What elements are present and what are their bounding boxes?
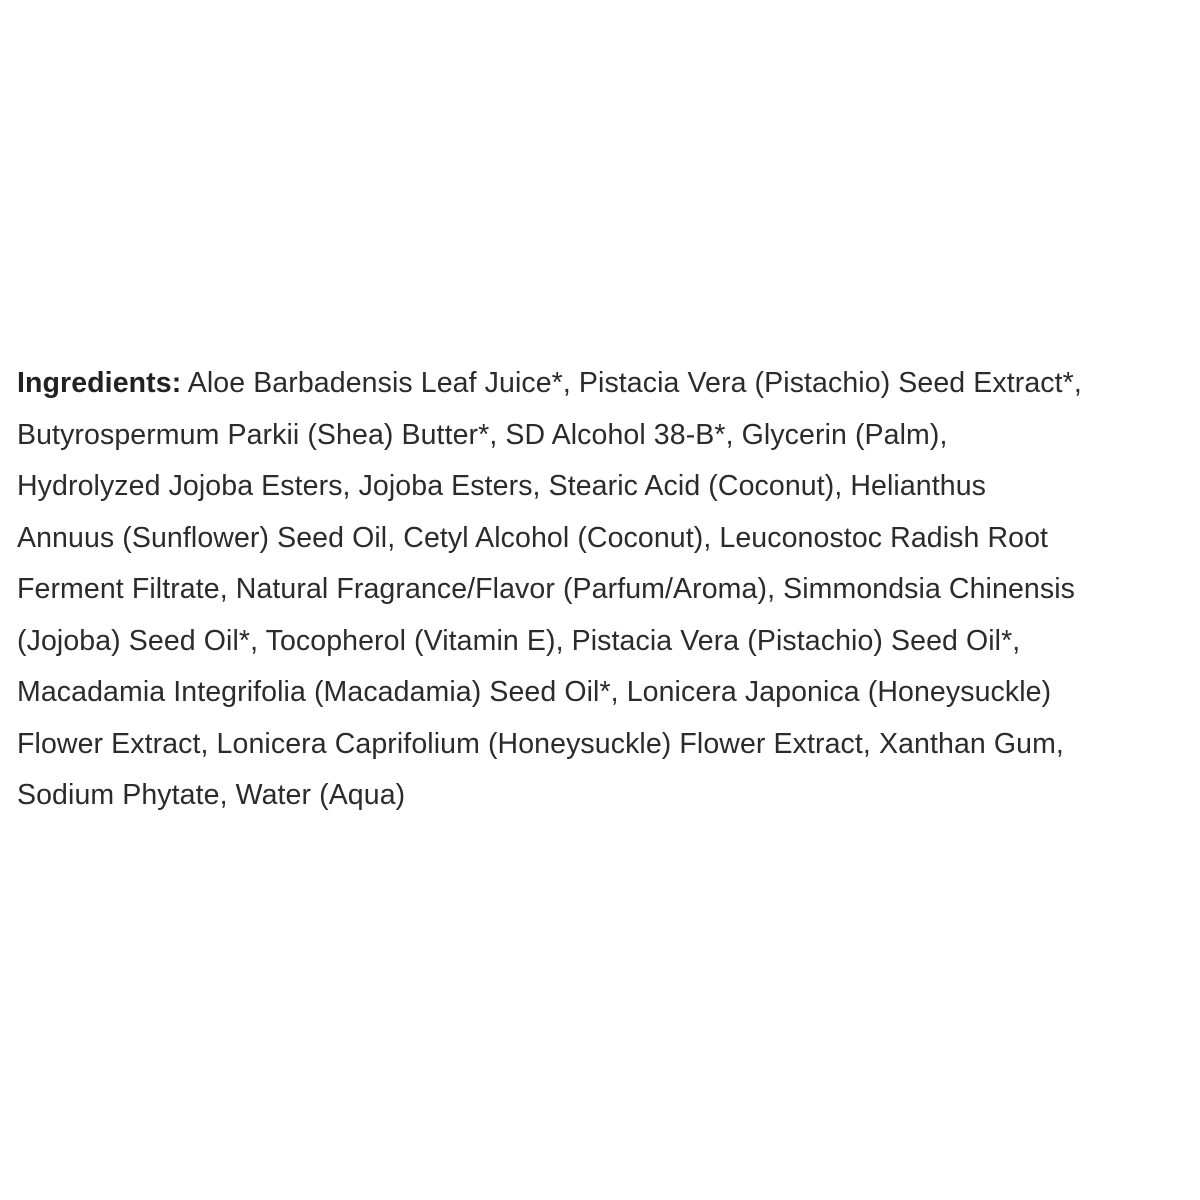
ingredients-line-1 [17,358,1187,410]
ingredients-text-block [17,358,1187,822]
ingredients-line-text: Aloe Barbadensis Leaf Juice*, Pistacia Vera (Pistachio) Seed Extract*, [181,367,1082,399]
ingredients-line-6: (Jojoba) Seed Oil*, Tocopherol (Vitamin E), Pistacia Vera (Pistachio) Seed Oil*, [17,624,1021,657]
ingredients-line-7: Macadamia Integrifolia (Macadamia) Seed Oil*, Lonicera Japonica (Honeysuckle) [17,676,1052,708]
ingredients-line-2: Butyrospermum Parkii (Shea) Butter*, SD Alcohol 38-B*, Glycerin (Palm), [17,418,948,451]
ingredients-heading: Ingredients: [17,367,182,399]
ingredients-line-3: Hydrolyzed Jojoba Esters, Jojoba Esters, Stearic Acid (Coconut), Helianthus [17,470,987,502]
ingredients-line-5: Ferment Filtrate, Natural Fragrance/Flavor (Parfum/Aroma), Simmondsia Chinensis [17,573,1075,605]
ingredients-line-8: Flower Extract, Lonicera Caprifolium (Honeysuckle) Flower Extract, Xanthan Gum, [17,727,1064,760]
ingredients-line-4: Annuus (Sunflower) Seed Oil, Cetyl Alcohol (Coconut), Leuconostoc Radish Root [17,521,1049,554]
ingredients-line-9: Sodium Phytate, Water (Aqua) [17,779,406,811]
